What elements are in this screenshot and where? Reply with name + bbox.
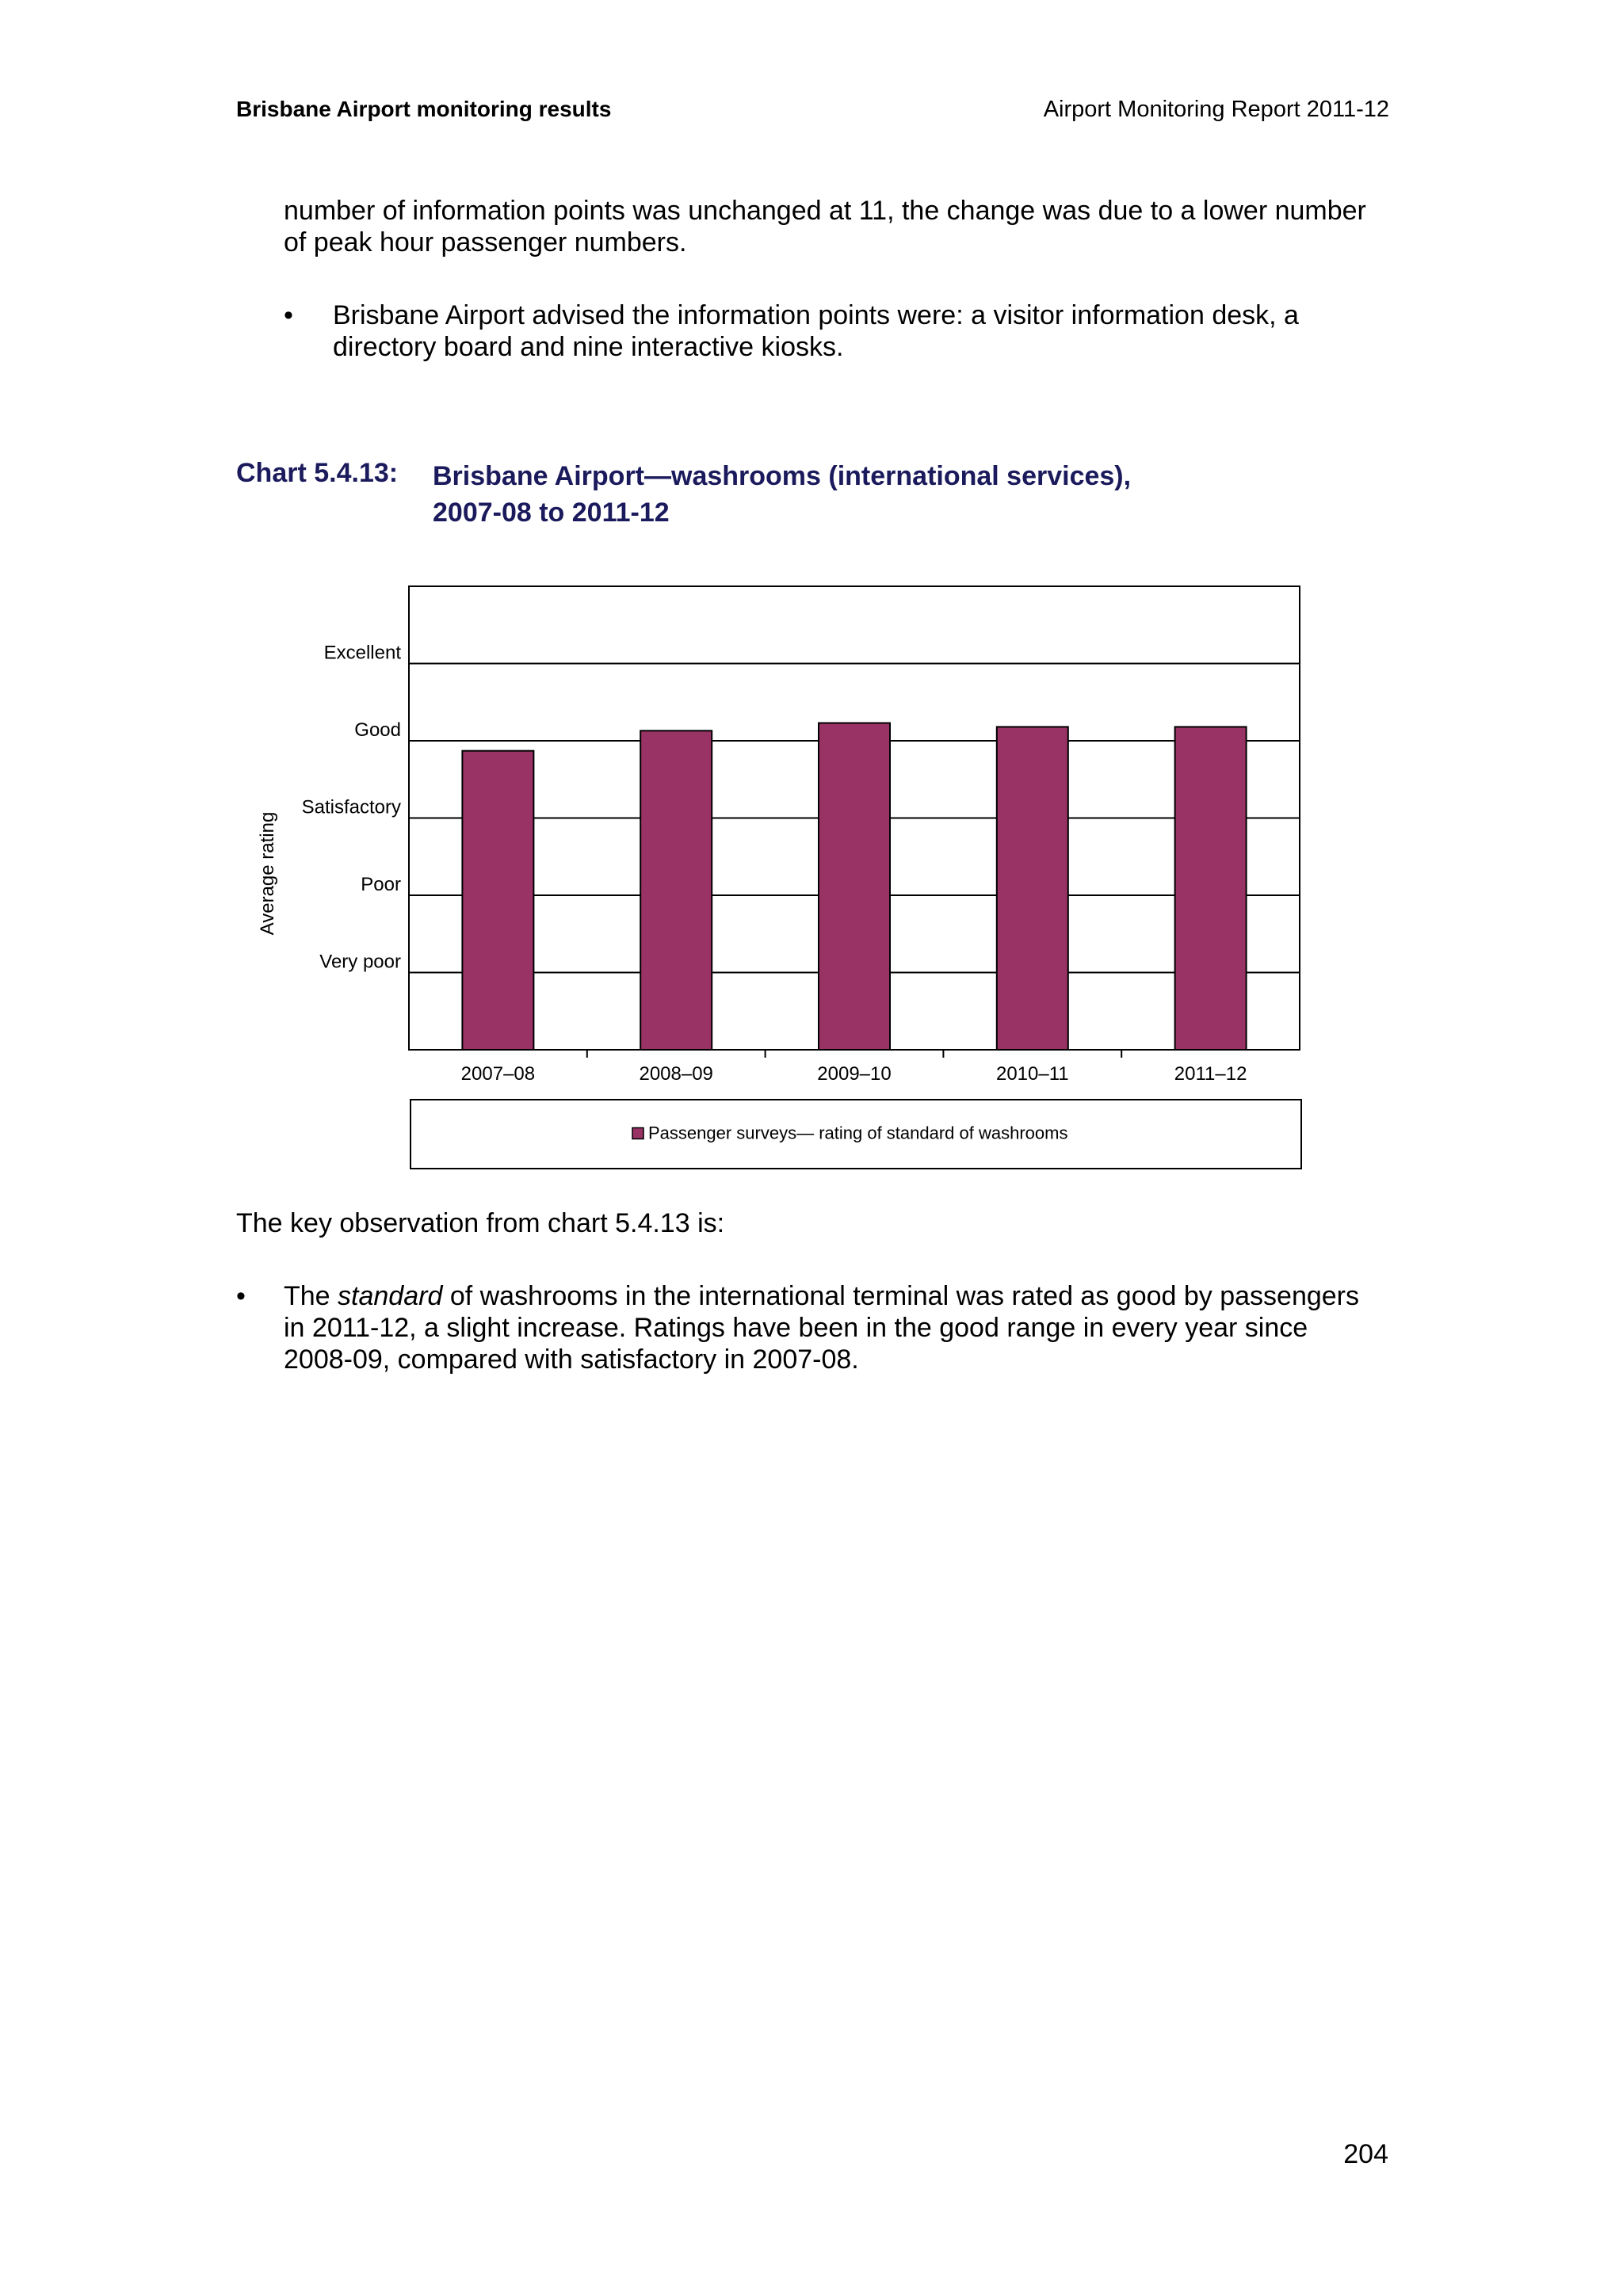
x-tick-label: 2011–12: [1174, 1063, 1247, 1085]
running-header-section: Brisbane Airport monitoring results: [236, 97, 612, 121]
y-tick-label: Excellent: [323, 642, 401, 664]
y-tick-label: Good: [354, 719, 401, 741]
bullet-icon: •: [236, 1281, 246, 1311]
y-tick-label: Satisfactory: [301, 796, 401, 818]
observation-line-3: 2008-09, compared with satisfactory in 2007-08.: [284, 1344, 859, 1375]
intro-line-1: number of information points was unchanged at 11, the change was due to a lower number: [284, 196, 1366, 226]
y-tick-label: Very poor: [319, 951, 401, 973]
legend-swatch: [632, 1128, 643, 1139]
bullet-icon: •: [284, 300, 293, 330]
intro-line-2: of peak hour passenger numbers.: [284, 227, 687, 257]
chart-number: Chart 5.4.13:: [236, 458, 399, 488]
x-tick-label: 2009–10: [817, 1063, 892, 1085]
info-points-line-1: Brisbane Airport advised the information points were: a visitor information desk, a: [333, 300, 1299, 330]
bar: [640, 730, 712, 1050]
chart-title: [433, 458, 1131, 531]
chart-title-line-1: Brisbane Airport—washrooms (international services),: [433, 461, 1132, 491]
x-tick-label: 2007–08: [460, 1063, 536, 1085]
washrooms-bar-chart: [238, 570, 1347, 1180]
info-points-bullet: [333, 299, 1379, 363]
x-tick-label: 2010–11: [995, 1063, 1069, 1085]
observation-line-1-end: of washrooms in the international terminal was rated as good by passengers: [442, 1281, 1360, 1311]
bar: [1175, 727, 1247, 1050]
info-points-line-2: directory board and nine interactive kiosks.: [333, 332, 844, 362]
page-number: 204: [1343, 2139, 1388, 2169]
y-axis-title: Average rating: [257, 811, 278, 936]
x-tick-label: 2008–09: [639, 1063, 713, 1085]
y-tick-label: Poor: [361, 874, 401, 895]
observation-bullet: [284, 1280, 1393, 1375]
observation-line-1-start: The: [284, 1281, 338, 1311]
legend-label: Passenger surveys— rating of standard of washrooms: [648, 1123, 1068, 1143]
bar: [819, 723, 890, 1050]
bar: [997, 727, 1068, 1050]
intro-paragraph: [284, 195, 1393, 258]
observation-line-1: [284, 1280, 1393, 1312]
chart-title-line-2: 2007-08 to 2011-12: [433, 498, 670, 528]
observation-emphasis: standard: [338, 1281, 443, 1311]
observation-intro: The key observation from chart 5.4.13 is:: [236, 1208, 725, 1238]
running-header-report: Airport Monitoring Report 2011-12: [1043, 97, 1389, 122]
observation-line-2: in 2011-12, a slight increase. Ratings have been in the good range in every year since: [284, 1313, 1308, 1343]
bar: [462, 751, 533, 1050]
